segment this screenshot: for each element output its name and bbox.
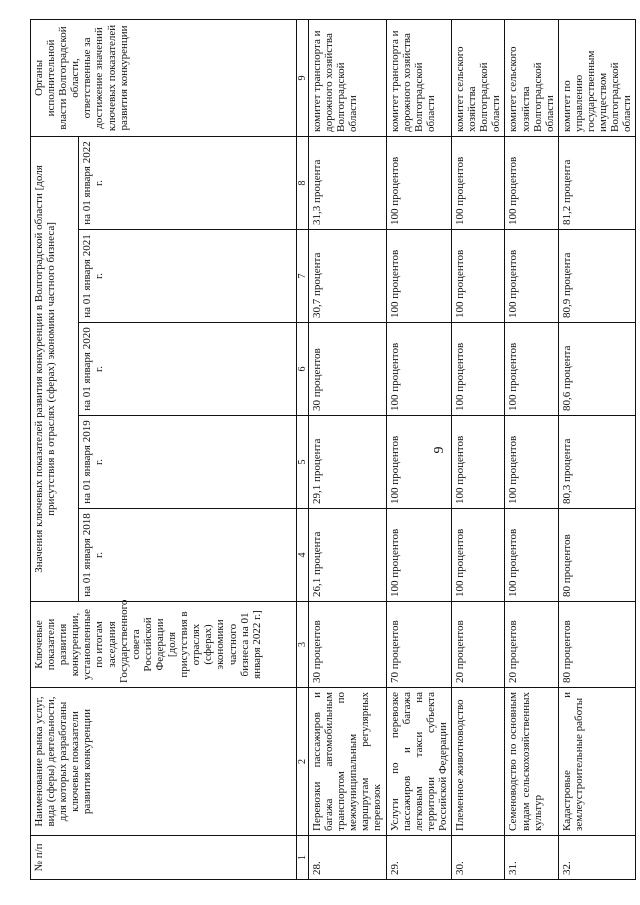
value-2019: 100 процентов xyxy=(505,416,558,509)
key-indicators-table xyxy=(30,19,636,880)
value-2021: 100 процентов xyxy=(452,230,505,323)
value-2018: 100 процентов xyxy=(452,509,505,602)
key-indicator-value: 70 процентов xyxy=(386,602,451,688)
key-indicator-value: 80 процентов xyxy=(558,602,636,688)
column-number: 4 xyxy=(297,509,309,602)
table-row xyxy=(505,19,558,879)
market-name: Кадастровые и землеустроительные работы xyxy=(558,688,636,836)
key-indicator-value: 20 процентов xyxy=(505,602,558,688)
column-number: 2 xyxy=(297,688,309,836)
row-number: 32. xyxy=(558,836,636,880)
responsible-org: комитет сельского хозяйства Волгоградской области xyxy=(505,19,558,136)
market-name: Племенное животноводство xyxy=(452,688,505,836)
header-key-indicator: Ключевые показатели развития конкуренции, установленные по итогам заседания Государственного совета Российской Федерации [доля присутствия в отраслях (сферах) экономики частного бизнеса на 01 января 2022 г.] xyxy=(31,602,297,688)
table-row xyxy=(558,19,636,879)
row-number: 29. xyxy=(386,836,451,880)
value-2019: 100 процентов xyxy=(386,416,451,509)
row-number: 31. xyxy=(505,836,558,880)
value-2019: 29,1 процента xyxy=(309,416,387,509)
value-2020: 100 процентов xyxy=(505,323,558,416)
table-body xyxy=(309,19,636,879)
value-2020: 30 процентов xyxy=(309,323,387,416)
header-values-group: Значения ключевых показателей развития конкуренции в Волгоградской области [доля присутствия в отраслях (сферах) экономики частного бизнеса] xyxy=(31,136,79,601)
rotated-page xyxy=(30,20,634,880)
responsible-org: комитет по управлению государственным имуществом Волгоградской области xyxy=(558,19,636,136)
market-name: Семеноводство по основным видам сельскохозяйственных культур xyxy=(505,688,558,836)
row-number: 28. xyxy=(309,836,387,880)
value-2018: 80 процентов xyxy=(558,509,636,602)
column-number: 8 xyxy=(297,136,309,229)
header-year: на 01 января 2022 г. xyxy=(79,136,297,229)
table-header xyxy=(31,19,309,879)
key-indicator-value: 30 процентов xyxy=(309,602,387,688)
header-year: на 01 января 2020 г. xyxy=(79,323,297,416)
value-2018: 100 процентов xyxy=(386,509,451,602)
value-2018: 26,1 процента xyxy=(309,509,387,602)
value-2021: 100 процентов xyxy=(505,230,558,323)
header-year: на 01 января 2019 г. xyxy=(79,416,297,509)
header-responsible-org: Органы исполнительной власти Волгоградской области, ответственные за достижение значений ключевых показателей развития конкуренции xyxy=(31,19,297,136)
value-2022: 100 процентов xyxy=(452,136,505,229)
value-2022: 81,2 процента xyxy=(558,136,636,229)
column-number: 9 xyxy=(297,19,309,136)
value-2019: 80,3 процента xyxy=(558,416,636,509)
value-2018: 100 процентов xyxy=(505,509,558,602)
value-2022: 100 процентов xyxy=(386,136,451,229)
column-number: 6 xyxy=(297,323,309,416)
market-name: Услуги по перевозке пассажиров и багажа легковым такси на территории субъекта Российской Федерации xyxy=(386,688,451,836)
value-2019: 100 процентов xyxy=(452,416,505,509)
header-year: на 01 января 2021 г. xyxy=(79,230,297,323)
column-number: 1 xyxy=(297,836,309,880)
value-2021: 80,9 процента xyxy=(558,230,636,323)
header-num: № п/п xyxy=(31,836,297,880)
page-number: 9 xyxy=(432,446,447,454)
responsible-org: комитет транспорта и дорожного хозяйства Волгоградской области xyxy=(386,19,451,136)
value-2021: 30,7 процента xyxy=(309,230,387,323)
responsible-org: комитет сельского хозяйства Волгоградской области xyxy=(452,19,505,136)
market-name: Перевозки пассажиров и багажа автомобильным транспортом по межмуниципальным маршрутам регулярных перевозок xyxy=(309,688,387,836)
value-2022: 100 процентов xyxy=(505,136,558,229)
value-2020: 100 процентов xyxy=(452,323,505,416)
value-2020: 80,6 процента xyxy=(558,323,636,416)
table-row xyxy=(309,19,387,879)
column-number: 3 xyxy=(297,602,309,688)
value-2022: 31,3 процента xyxy=(309,136,387,229)
table-row xyxy=(452,19,505,879)
column-number: 5 xyxy=(297,416,309,509)
header-market: Наименование рынка услуг, вида (сферы) деятельности, для которых разработаны ключевые показатели развития конкуренции xyxy=(31,688,297,836)
header-year: на 01 января 2018 г. xyxy=(79,509,297,602)
value-2020: 100 процентов xyxy=(386,323,451,416)
value-2021: 100 процентов xyxy=(386,230,451,323)
column-number: 7 xyxy=(297,230,309,323)
row-number: 30. xyxy=(452,836,505,880)
responsible-org: комитет транспорта и дорожного хозяйства Волгоградской области xyxy=(309,19,387,136)
column-number-row xyxy=(297,19,309,879)
key-indicator-value: 20 процентов xyxy=(452,602,505,688)
